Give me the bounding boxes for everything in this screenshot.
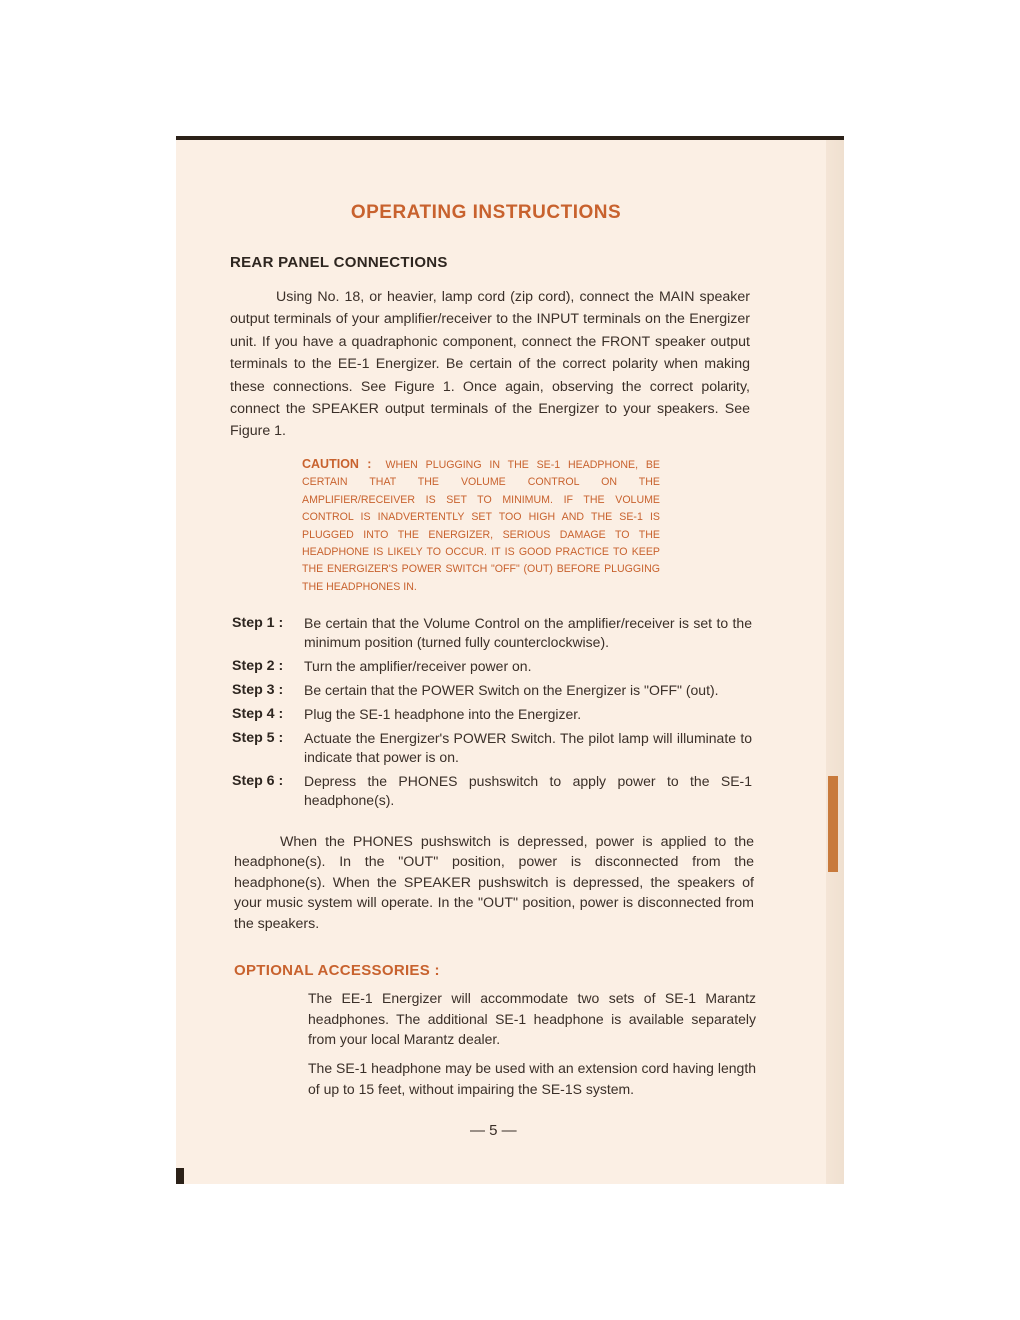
page-title: OPERATING INSTRUCTIONS [350, 202, 622, 223]
phones-paragraph: When the PHONES pushswitch is depressed, power is applied to the headphone(s). In the "OUT" position, power is disconnected from the headphone(s). When the SPEAKER pushswitch is depressed, the speakers of your music system will operate. In the "OUT" position, power is disconnected from the speakers. [234, 834, 754, 932]
step-label: Step 4 : [232, 706, 284, 722]
step-text: Be certain that the POWER Switch on the Energizer is "OFF" (out). [304, 682, 719, 698]
step-label: Step 6 : [232, 773, 284, 789]
page-number: — 5 — [470, 1122, 517, 1139]
page-edge [826, 140, 844, 1184]
step-text: Be certain that the Volume Control on the amplifier/receiver is set to the minimum position (turned fully counterclockwise). [304, 615, 752, 650]
step-text: Plug the SE-1 headphone into the Energizer. [304, 706, 582, 722]
intro-paragraph: Using No. 18, or heavier, lamp cord (zip cord), connect the MAIN speaker output terminals of your amplifier/receiver to the INPUT terminals on the Energizer unit. If you have a quadraphonic component, connect the FRONT speaker output terminals to the EE-1 Energizer. Be certain of the correct polarity when making these connections. See Figure 1. Once again, observing the correct polarity, connect the SPEAKER output terminals of the Energizer to your speakers. See Figure 1. [230, 289, 750, 440]
step-text: Actuate the Energizer's POWER Switch. The pilot lamp will illuminate to indicate that power is on. [304, 730, 752, 765]
step-text: Depress the PHONES pushswitch to apply power to the SE-1 headphone(s). [304, 773, 752, 808]
section-heading: REAR PANEL CONNECTIONS [230, 254, 448, 271]
accessory-paragraph: The EE-1 Energizer will accommodate two sets of SE-1 Marantz headphones. The additional SE-1 headphone is available separately from your local Marantz dealer. [308, 990, 756, 1047]
step-item [232, 614, 752, 652]
step-label: Step 1 : [232, 615, 284, 631]
step-label: Step 3 : [232, 682, 284, 698]
step-item [232, 772, 752, 810]
step-item [232, 729, 752, 767]
accessory-paragraph: The SE-1 headphone may be used with an extension cord having length of up to 15 feet, without impairing the SE-1S system. [308, 1060, 756, 1097]
step-text: Turn the amplifier/receiver power on. [304, 658, 532, 674]
caution-text: WHEN PLUGGING IN THE SE-1 HEADPHONE, BE CERTAIN THAT THE VOLUME CONTROL ON THE AMPLIFIER/RECEIVER IS SET TO MINIMUM. IF THE VOLUME CONTROL IS INADVERTENTLY SET TOO HIGH AND THE SE-1 IS PLUGGED INTO THE ENERGIZER, SERIOUS DAMAGE TO THE HEADPHONE IS LIKELY TO OCCUR. IT IS GOOD PRACTICE TO KEEP THE ENERGIZER'S POWER SWITCH "OFF" (OUT) BEFORE PLUGGING THE HEADPHONES IN. [302, 459, 660, 593]
steps-list [232, 614, 752, 815]
step-item [232, 705, 752, 724]
binding-edge [176, 1168, 184, 1184]
step-label: Step 2 : [232, 658, 284, 674]
step-item [232, 657, 752, 676]
step-label: Step 5 : [232, 730, 284, 746]
step-item [232, 681, 752, 700]
caution-label: CAUTION : [302, 457, 372, 471]
accessories-heading: OPTIONAL ACCESSORIES : [234, 962, 440, 979]
section-tab-marker [828, 776, 838, 872]
caution-note [302, 456, 660, 596]
